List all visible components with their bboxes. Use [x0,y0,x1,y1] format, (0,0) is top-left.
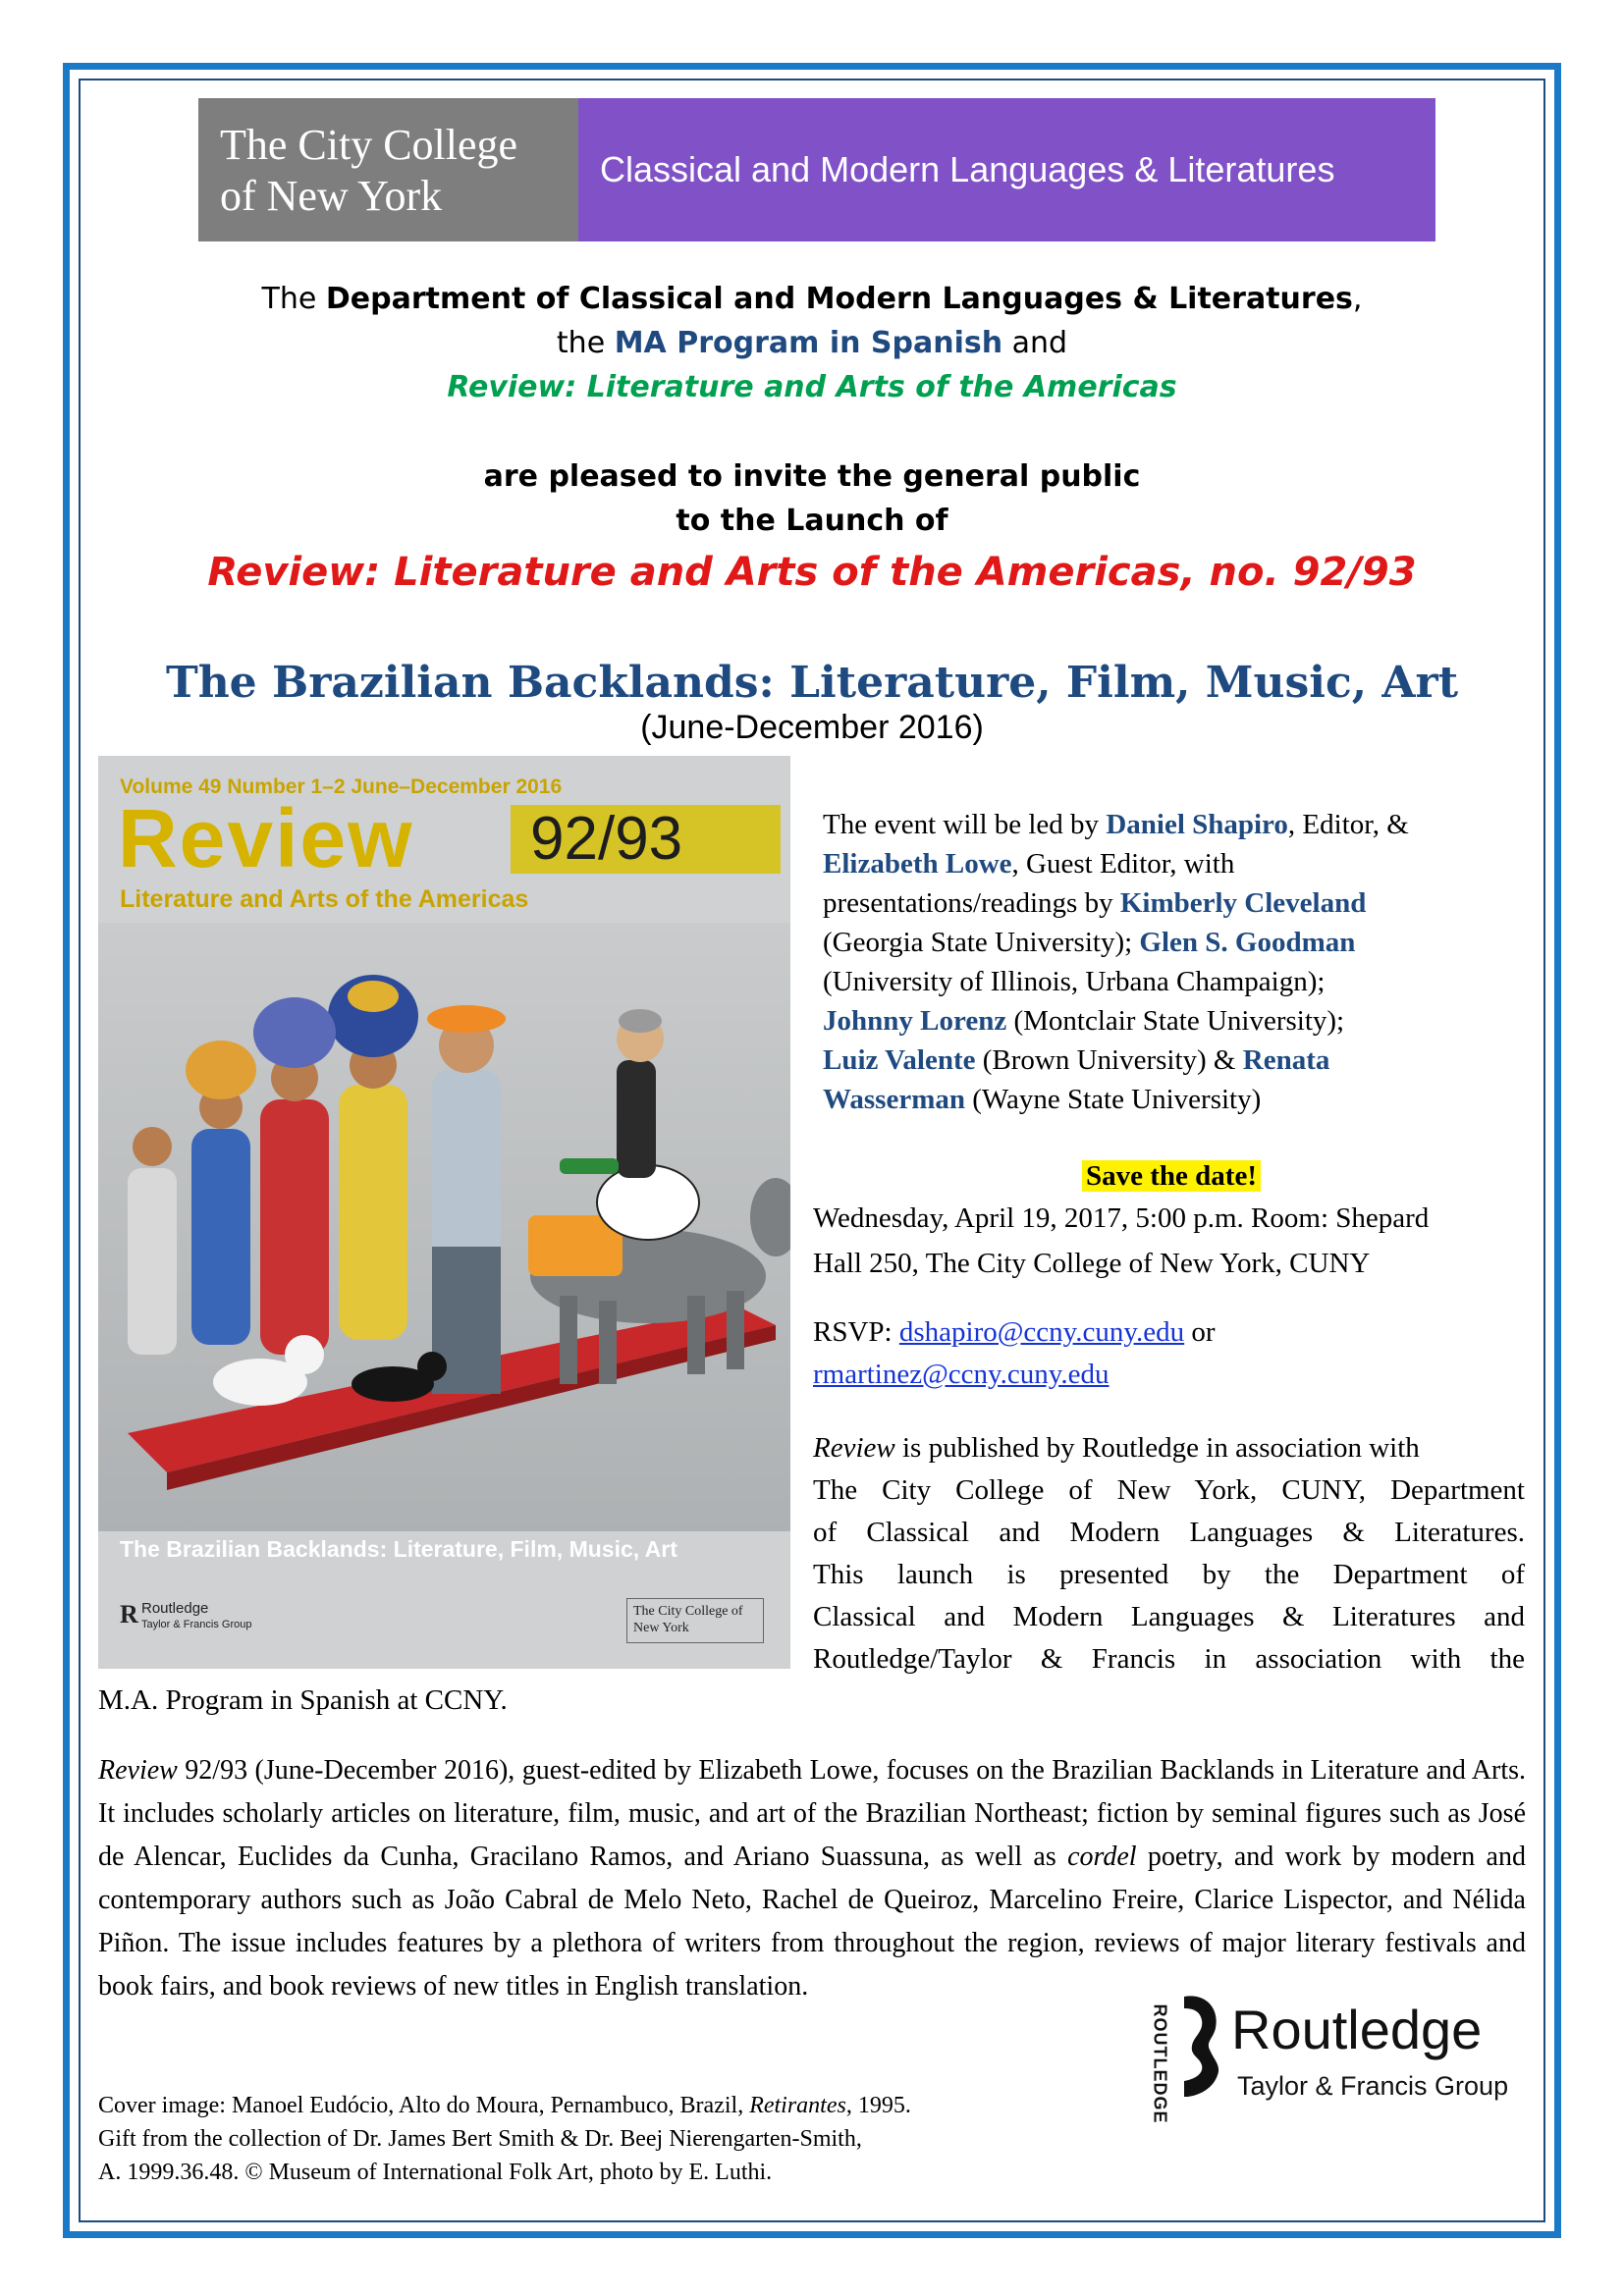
cover-image [98,756,790,1669]
publisher-info-tail: M.A. Program in Spanish at CCNY. [98,1684,508,1716]
department-name: Department of Classical and Modern Languages & Literatures [325,282,1353,316]
intro-block [98,277,1526,409]
save-the-date-label: Save the date! [1082,1160,1261,1192]
issue-title-block [98,546,1526,599]
person-renata-wasserman-last: Wasserman [823,1084,965,1115]
cover-publisher-mark: R [120,1600,138,1629]
publisher-info: Review is published by Routledge in association with The City College of New York, CUNY, Department of Classical and Modern Languages & Literatures. This launch is presented by the Department of Classical and Modern Languages & Literatures and Routledge/Taylor & Francis in association with the [813,1432,1525,1675]
person-luiz-valente: Luiz Valente [823,1044,976,1076]
rsvp: RSVP: dshapiro@ccny.cuny.edu or rmartinez@ccny.cuny.edu [813,1316,1216,1390]
cover-title: Review [118,792,414,884]
ma-program-name: MA Program in Spanish [614,326,1003,360]
person-renata-wasserman-first: Renata [1242,1044,1330,1076]
headline: The Brazilian Backlands: Literature, Film, Music, Art [165,658,1459,708]
subhead-dates: (June-December 2016) [640,709,984,746]
person-kimberly-cleveland: Kimberly Cleveland [1119,887,1367,919]
person-daniel-shapiro: Daniel Shapiro [1106,809,1288,840]
intro-line3 [98,365,1526,409]
cover-subtitle: Literature and Arts of the Americas [120,885,529,913]
cover-college-logo: The City College of New York [626,1598,764,1643]
cover-caption: The Brazilian Backlands: Literature, Film, Music, Art [120,1536,677,1562]
invite-line2: to the Launch of [676,504,948,538]
invite-line1: are pleased to invite the general public [483,459,1141,494]
event-details: Wednesday, April 19, 2017, 5:00 p.m. Room: Shepard Hall 250, The City College of New York, CUNY [813,1202,1430,1279]
save-the-date [813,1156,1530,1196]
person-johnny-lorenz: Johnny Lorenz [823,1005,1007,1037]
college-name-line2: of New York [220,172,443,220]
routledge-group: Taylor & Francis Group [1237,2071,1509,2101]
intro-line1: The Department of Classical and Modern Languages & Literatures, [261,282,1363,316]
intro-line2: the MA Program in Spanish and [556,326,1068,360]
college-name-line1: The City College [220,121,518,169]
issue-title: Review: Literature and Arts of the Americas, no. 92/93 [207,550,1417,595]
issue-description: Review 92/93 (June-December 2016), guest-edited by Elizabeth Lowe, focuses on the Brazilian Backlands in Literature and Arts. It includes scholarly articles on literature, film, music, and art of the Brazilian Northeast; fiction by seminal figures such as José de Alencar, Euclides da Cunha, Gracilano Ramos, and Ariano Suassuna, as well as cordel poetry, and work by modern and contemporary authors such as João Cabral de Melo Neto, Rachel de Queiroz, Marcelino Freire, Clarice Lispector, and Nélida Piñon. The issue includes features by a plethora of writers from throughout the region, reviews of major literary festivals and book fairs, and book reviews of new titles in English translation. [98,1755,1526,2002]
invite-block [98,454,1526,543]
person-glen-goodman: Glen S. Goodman [1139,927,1356,958]
department-banner: Classical and Modern Languages & Literatures [578,98,1435,241]
folk-art-figures [98,923,790,1531]
journal-name: Review: Literature and Arts of the Americas [447,370,1177,404]
person-elizabeth-lowe: Elizabeth Lowe [823,848,1012,880]
cover-image-credit: Cover image: Manoel Eudócio, Alto do Moura, Pernambuco, Brazil, Retirantes, 1995. Gift from the collection of Dr. James Bert Smith & Dr. Beej Nierengarten-Smith, A. 1999.36.48. © Museum of International Folk Art, photo by E. Luthi. [98,2093,911,2185]
routledge-profile-icon [1176,1993,1225,2101]
header-banner [198,98,1435,241]
rsvp-email-shapiro[interactable]: dshapiro@ccny.cuny.edu [898,1316,1185,1348]
routledge-vertical-wordmark: ROUTLEDGE [1150,2002,1170,2124]
routledge-name: Routledge [1231,1999,1483,2060]
rsvp-email-martinez[interactable]: rmartinez@ccny.cuny.edu [813,1359,1110,1390]
college-logo [198,98,578,241]
cover-issue-number: 92/93 [511,805,781,874]
cover-publisher: Routledge Taylor & Francis Group [141,1600,252,1630]
cover-volume: Volume 49 Number 1–2 June–December 2016 [120,775,563,798]
event-description: The event will be led by Daniel Shapiro, Editor, & Elizabeth Lowe, Guest Editor, with presentations/readings by Kimberly Cleveland (Georgia State University); Glen S. Goodman (University of Illinois, Urbana Champaign); Johnny Lorenz (Montclair State University); Luiz Valente (Brown University) & Renata Wasserman (Wayne State University) [823,809,1409,1115]
